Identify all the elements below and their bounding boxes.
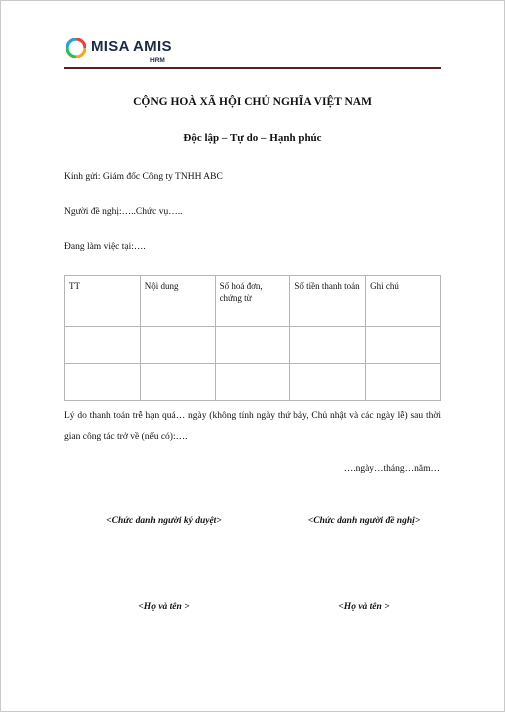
table-cell xyxy=(140,327,215,364)
approver-name: <Họ và tên > xyxy=(138,602,190,612)
table-cell xyxy=(65,327,141,364)
table-header-cell: Số hoá đơn, chứng từ xyxy=(215,276,290,327)
recipient-line: Kính gửi: Giám đốc Công ty TNHH ABC xyxy=(64,172,223,182)
table-cell xyxy=(366,364,441,401)
table-cell xyxy=(290,327,366,364)
workplace-line: Đang làm việc tại:…. xyxy=(64,242,146,252)
proposer-title: <Chức danh người đề nghị> xyxy=(307,516,421,526)
table-row xyxy=(65,364,441,401)
misa-logo-icon xyxy=(66,38,86,58)
date-line: ….ngày…tháng…năm… xyxy=(343,464,440,474)
header-divider xyxy=(64,67,441,69)
table-row xyxy=(65,327,441,364)
table-header-cell: Nội dung xyxy=(140,276,215,327)
table-cell xyxy=(140,364,215,401)
table-header-cell: Ghi chú xyxy=(366,276,441,327)
proposer-name: <Họ và tên > xyxy=(338,602,390,612)
approver-title: <Chức danh người ký duyệt> xyxy=(106,516,222,526)
document-subtitle: Độc lập – Tự do – Hạnh phúc xyxy=(183,132,322,144)
logo-product-text: HRM xyxy=(150,57,165,64)
table-cell xyxy=(65,364,141,401)
proposer-line: Người đề nghị:…..Chức vụ….. xyxy=(64,207,183,217)
reason-paragraph: Lý do thanh toán trễ hạn quá… ngày (không tính ngày thứ bảy, Chủ nhật và các ngày lễ) sau thời gian công tác trở về (nếu có):…. xyxy=(64,411,441,442)
table-cell xyxy=(290,364,366,401)
table-header-row xyxy=(65,276,441,327)
payment-table xyxy=(64,275,441,401)
table-header-cell: Số tiền thanh toán xyxy=(290,276,366,327)
table-cell xyxy=(215,364,290,401)
table-header-cell: TT xyxy=(65,276,141,327)
table-cell xyxy=(366,327,441,364)
table-cell xyxy=(215,327,290,364)
logo-brand-text: MISA AMIS xyxy=(91,38,172,55)
document-title: CỘNG HOÀ XÃ HỘI CHỦ NGHĨA VIỆT NAM xyxy=(133,96,372,108)
